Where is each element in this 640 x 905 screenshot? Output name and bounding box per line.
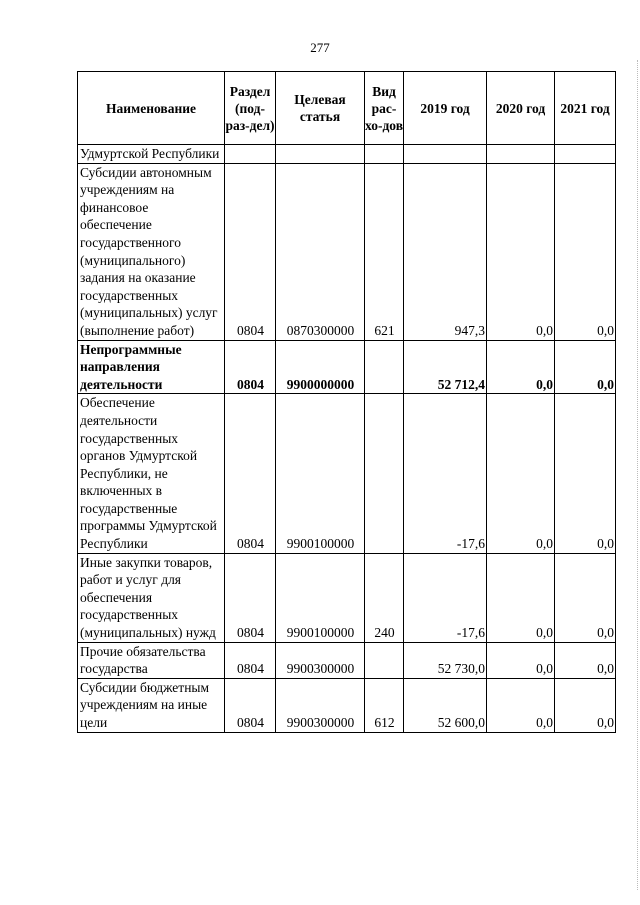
table-row — [78, 553, 616, 642]
row-2021: 0,0 — [555, 678, 616, 732]
table-row — [78, 678, 616, 732]
header-2019: 2019 год — [404, 72, 487, 145]
row-2020: 0,0 — [487, 642, 555, 678]
row-expense — [365, 340, 404, 394]
row-2020 — [487, 145, 555, 164]
header-row — [78, 72, 616, 145]
row-2019: 947,3 — [404, 163, 487, 340]
table-row — [78, 163, 616, 340]
row-2021: 0,0 — [555, 340, 616, 394]
row-2021: 0,0 — [555, 394, 616, 553]
row-section: 0804 — [225, 394, 276, 553]
row-2019: -17,6 — [404, 394, 487, 553]
table-row — [78, 145, 616, 164]
row-section: 0804 — [225, 553, 276, 642]
row-2021: 0,0 — [555, 163, 616, 340]
scan-edge-line — [637, 60, 638, 890]
row-2019 — [404, 145, 487, 164]
row-expense — [365, 642, 404, 678]
row-section: 0804 — [225, 678, 276, 732]
row-target — [276, 145, 365, 164]
row-expense — [365, 145, 404, 164]
row-target: 9900300000 — [276, 642, 365, 678]
table-row — [78, 642, 616, 678]
row-section — [225, 145, 276, 164]
row-name: Обеспечение деятельности государственных органов Удмуртской Республики, не включенных в государственные программы Удмуртской Республики — [78, 394, 225, 553]
header-target: Целевая статья — [276, 72, 365, 145]
row-2021: 0,0 — [555, 553, 616, 642]
header-2021: 2021 год — [555, 72, 616, 145]
row-name: Непрограммные направления деятельности — [78, 340, 225, 394]
row-target: 9900100000 — [276, 394, 365, 553]
table-row — [78, 340, 616, 394]
row-target: 9900300000 — [276, 678, 365, 732]
row-2019: -17,6 — [404, 553, 487, 642]
table-row — [78, 394, 616, 553]
row-2019: 52 712,4 — [404, 340, 487, 394]
row-target: 9900100000 — [276, 553, 365, 642]
row-name: Прочие обязательства государства — [78, 642, 225, 678]
row-target: 9900000000 — [276, 340, 365, 394]
row-expense: 612 — [365, 678, 404, 732]
budget-table — [77, 71, 616, 733]
row-2020: 0,0 — [487, 340, 555, 394]
row-2019: 52 730,0 — [404, 642, 487, 678]
row-target: 0870300000 — [276, 163, 365, 340]
row-2020: 0,0 — [487, 163, 555, 340]
header-expense: Вид рас-хо-дов — [365, 72, 404, 145]
row-2020: 0,0 — [487, 678, 555, 732]
header-name: Наименование — [78, 72, 225, 145]
row-name: Субсидии бюджетным учреждениям на иные цели — [78, 678, 225, 732]
row-section: 0804 — [225, 340, 276, 394]
row-2021: 0,0 — [555, 642, 616, 678]
row-2021 — [555, 145, 616, 164]
row-name: Удмуртской Республики — [78, 145, 225, 164]
row-expense: 621 — [365, 163, 404, 340]
row-2020: 0,0 — [487, 553, 555, 642]
row-section: 0804 — [225, 642, 276, 678]
header-section: Раздел (под-раз-дел) — [225, 72, 276, 145]
row-2019: 52 600,0 — [404, 678, 487, 732]
row-name: Субсидии автономным учреждениям на финансовое обеспечение государственного (муниципального) задания на оказание государственных (муниципальных) услуг (выполнение работ) — [78, 163, 225, 340]
row-name: Иные закупки товаров, работ и услуг для обеспечения государственных (муниципальных) нужд — [78, 553, 225, 642]
row-expense: 240 — [365, 553, 404, 642]
row-expense — [365, 394, 404, 553]
page-number: 277 — [310, 40, 330, 55]
row-2020: 0,0 — [487, 394, 555, 553]
row-section: 0804 — [225, 163, 276, 340]
header-2020: 2020 год — [487, 72, 555, 145]
